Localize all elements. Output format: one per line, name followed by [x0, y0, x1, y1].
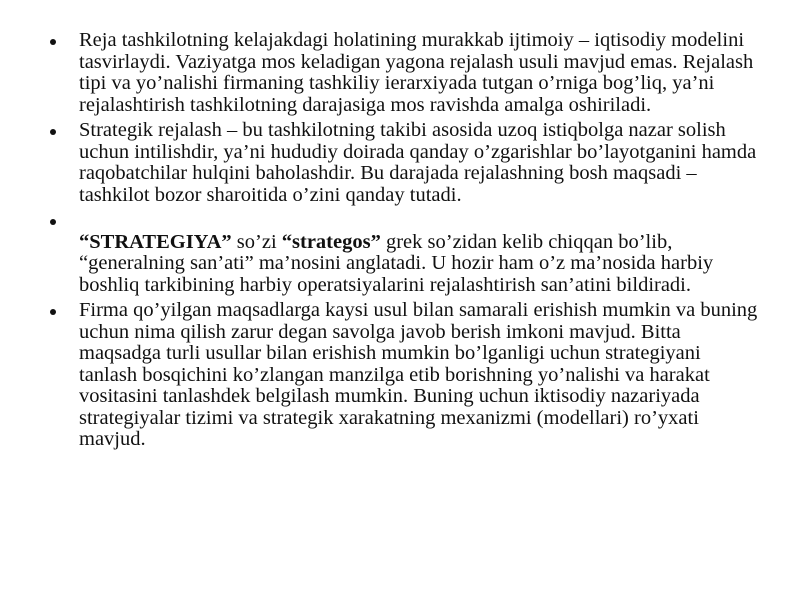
bullet-dot-icon: [50, 219, 56, 225]
term-strategos: “strategos”: [281, 230, 381, 253]
bullet-dot-icon: [50, 39, 56, 45]
bullet-text: [79, 232, 762, 297]
empty-line: [79, 210, 762, 232]
bullet-text: Reja tashkilotning kelajakdagi holatining murakkab ijtimoiy – iqtisodiy modelini tasvirlaydi. Vaziyatga mos keladigan yagona rejalash usuli mavjud emas. Rejalash tipi va yo’nalishi firmaning tashkiliy ierarxiyada tutgan o’rniga bog’liq, ya’ni rejalashtirish tashkilotning darajasiga mos ravishda amalga oshiriladi.: [79, 29, 754, 116]
term-strategiya: “STRATEGIYA”: [79, 230, 232, 253]
bullet-text: Firma qo’yilgan maqsadlarga kaysi usul bilan samarali erishish mumkin va buning uchun nima qilish zarur degan savolga javob berish imkoni mavjud. Bitta maqsadga turli usullar bilan erishish mumkin bo’lganligi uchun strategiyani tanlash bosqichini ko’zlangan manzilga etib borishning yo’nalishi va harakat vositasini tanlashdek belgilash mumkin. Buning uchun iktisodiy nazariyada strategiyalar tizimi va strategik xarakatning mexanizmi (modellari) ro’yxati mavjud.: [79, 299, 758, 450]
bullet-dot-icon: [50, 129, 56, 135]
bullet-item-plan: [50, 30, 762, 116]
bullet-item-strategic-planning: [50, 120, 762, 206]
bullet-list: [50, 30, 762, 455]
bullet-text: Strategik rejalash – bu tashkilotning takibi asosida uzoq istiqbolga nazar solish uchun intilishdir, ya’ni hududiy doirada qanday o’zgarishlar bo’layotganini hamda raqobatchilar hulqini baholashdir. Bu darajada rejalashning bosh maqsadi – tashkilot bozor sharoitida o’zini qanday tutadi.: [79, 119, 757, 206]
text-fragment: grek so’zidan kelib chiqqan bo’lib, “generalning san’ati” ma’nosini anglatadi. U hozir ham o’z ma’nosida harbiy boshliq tarkibining harbiy operatsiyalarini rejalashtirish san’atini bildiradi.: [79, 230, 714, 296]
bullet-item-firm-goals: [50, 300, 762, 451]
bullet-dot-icon: [50, 309, 56, 315]
text-fragment: so’zi: [231, 230, 282, 253]
bullet-item-strategy-definition: [50, 210, 762, 296]
